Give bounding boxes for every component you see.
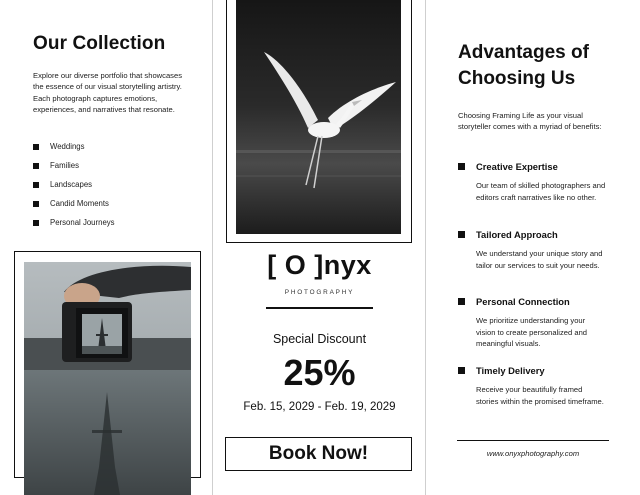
eiffel-camera-illustration [24,262,191,495]
discount-label: Special Discount [272,332,367,346]
advantages-title: Advantages of Choosing Us [458,42,589,89]
square-bullet-icon [33,163,39,169]
square-bullet-icon [33,182,39,188]
advantage-title: Personal Connection [476,295,570,307]
collection-list [33,137,115,232]
fold-line-left [212,0,213,495]
advantages-intro: Choosing Framing Life as your visual storyteller comes with a myriad of benefits: [458,111,602,132]
collection-title: Our Collection [33,33,166,54]
discount-percent: 25% [283,352,356,393]
logo-divider [266,307,373,309]
square-bullet-icon [458,367,465,374]
website-link[interactable]: www.onyxphotography.com [486,449,580,458]
book-now-button[interactable]: Book Now! [225,437,412,471]
square-bullet-icon [33,201,39,207]
collection-description: Explore our diverse portfolio that showcases the essence of our visual storytelling artistry. Each photograph captures emotions, experiences, and narratives that resonate. [33,71,182,114]
heron-illustration [236,0,401,234]
list-item: Candid Moments [33,194,115,213]
advantage-body: We understand your unique story and tailor our services to suit your needs. [476,249,603,270]
advantage-body: Our team of skilled photographers and editors craft narratives like no other. [476,181,606,202]
advantage-body: Receive your beautifully framed stories within the promised timeframe. [476,385,604,406]
square-bullet-icon [33,144,39,150]
square-bullet-icon [33,220,39,226]
advantage-body: We prioritize understanding your vision to create personalized and meaningful visuals. [476,316,588,349]
heron-photo [236,0,401,234]
advantage-title: Timely Delivery [476,364,545,376]
brand-logo: [ O ]nyx [267,250,372,280]
fold-line-right [425,0,426,495]
square-bullet-icon [458,163,465,170]
brand-tagline: PHOTOGRAPHY [284,289,355,296]
advantage-item [458,160,618,203]
advantage-title: Tailored Approach [476,228,558,240]
advantage-item [458,228,618,271]
footer-divider [457,440,609,441]
list-item: Landscapes [33,175,115,194]
discount-dates: Feb. 15, 2029 - Feb. 19, 2029 [243,401,396,413]
eiffel-camera-photo [24,262,191,495]
square-bullet-icon [458,298,465,305]
list-item: Weddings [33,137,115,156]
list-item: Families [33,156,115,175]
advantage-title: Creative Expertise [476,160,558,172]
advantage-item [458,364,618,407]
list-item: Personal Journeys [33,213,115,232]
advantage-item [458,295,618,350]
square-bullet-icon [458,231,465,238]
